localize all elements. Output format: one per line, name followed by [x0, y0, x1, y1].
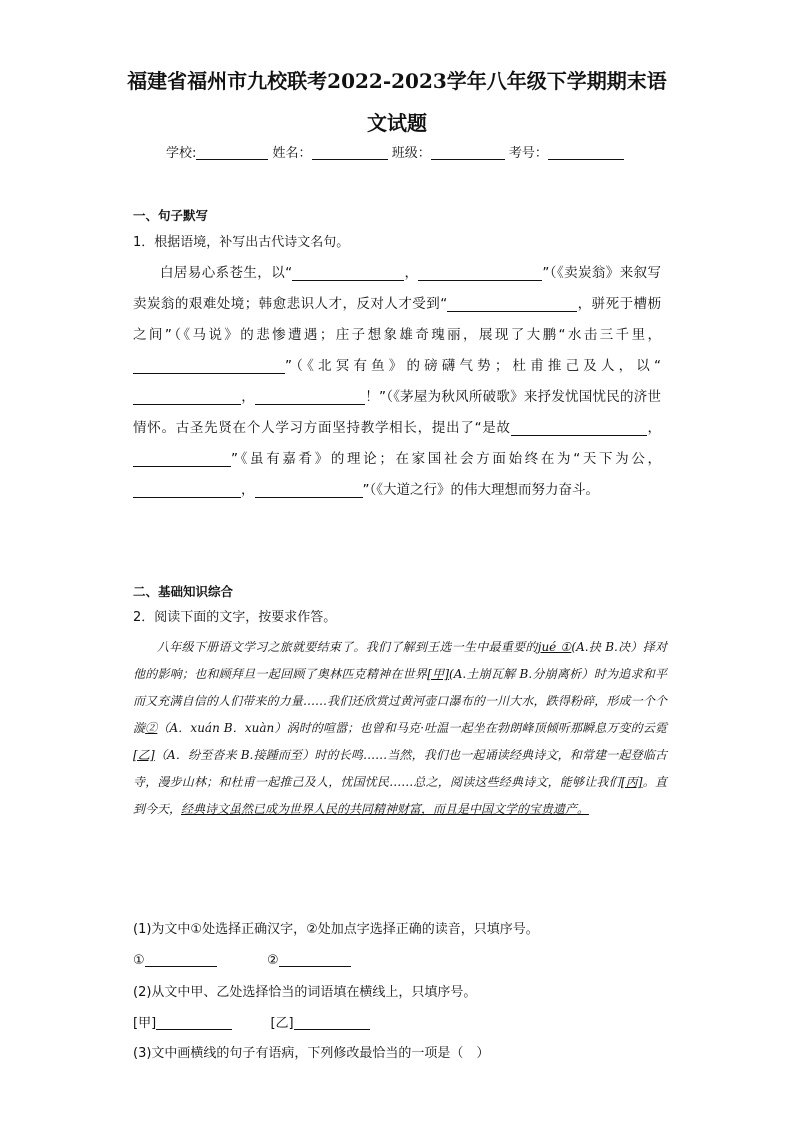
question-1-prompt: 1．根据语境，补写出古代诗文名句。 — [133, 235, 350, 250]
answer-2-label: ② — [266, 953, 279, 968]
answer-yi-label: [乙] — [270, 1016, 294, 1031]
passage-text-e: （A．纷至沓来 B.接踵而至）时的长鸣……当然，我们也一起诵读经典诗文，和常建一起登临古寺，漫步山林；和杜甫一起推己及人，忧国忧民……总之，阅读这些经典诗文，能够让我们 — [133, 748, 667, 789]
q1-blank-10[interactable] — [255, 481, 363, 498]
question-2-prompt: 2．阅读下面的文字，按要求作答。 — [133, 610, 337, 625]
passage-text-b: (A.抉 B.决）择对他的影响；也和顾拜旦一起回顾了奥林匹克精神在世界 — [133, 640, 667, 681]
answer-2-blank[interactable] — [279, 952, 351, 967]
sub-question-2-answers — [133, 1015, 370, 1033]
passage-marker-yi: [乙] — [133, 748, 155, 762]
q1-blank-7[interactable] — [511, 419, 647, 436]
q1-blank-2[interactable] — [418, 264, 542, 281]
sub-question-1: (1)为文中①处选择正确汉字，②处加点字选择正确的读音，只填序号。 — [133, 922, 539, 937]
section-heading-2: 二、基础知识综合 — [133, 584, 234, 599]
answer-1-blank[interactable] — [145, 952, 217, 967]
passage-marker-2: ② — [145, 721, 158, 735]
q1-blank-1[interactable] — [292, 264, 404, 281]
q1-text-j: ， — [241, 482, 255, 498]
passage-text-c: (A.土崩瓦解 B.分崩离析）时为追求和平而又充满自信的人们带来的力量……我们还欣赏过黄河壶口瀑布的一川大水，跌得粉碎，形成一个个漩 — [133, 667, 667, 735]
sub-question-2: (2)从文中甲、乙处选择恰当的词语填在横线上，只填序号。 — [133, 985, 477, 1000]
sub-question-3: (3)文中画横线的句子有语病，下列修改最恰当的一项是（ ） — [133, 1046, 490, 1061]
q1-text-d: ，骈死于槽枥之间”（《马说》的悲惨遭遇；庄子想象雄奇瑰丽，展现了大鹏“水击三千里， — [133, 296, 662, 343]
q1-text-i: ”《虽有嘉肴》的理论；在家国社会方面始终在为“天下为公， — [231, 451, 661, 467]
q1-blank-4[interactable] — [133, 357, 285, 374]
name-label: 姓名： — [272, 146, 312, 161]
q1-text-c: ”（《卖炭翁》来叙写卖炭翁的艰难处境；韩愈悲识人才，反对人才受到“ — [133, 265, 661, 312]
q1-blank-6[interactable] — [255, 388, 365, 405]
section-heading-1: 一、句子默写 — [133, 208, 209, 223]
passage-marker-jia: [甲] — [427, 667, 450, 681]
class-blank[interactable] — [431, 145, 505, 160]
answer-yi-blank[interactable] — [294, 1015, 370, 1030]
passage-underlined-sentence: 经典诗文虽然已成为世界人民的共同精神财富，而且是中国文学的宝贵遗产。 — [181, 802, 590, 816]
passage-text-a: 八年级下册语文学习之旅就要结束了。我们了解到王选一生中最重要的 — [157, 640, 538, 654]
page-title-line2: 文试题 — [367, 111, 427, 135]
q1-text-k: ”（《大道之行》的伟大理想而努力奋斗。 — [362, 482, 599, 498]
passage-marker-1: jué ① — [537, 640, 572, 654]
student-info-row — [166, 145, 624, 163]
question-1-paragraph — [133, 258, 661, 506]
reading-passage — [133, 634, 667, 823]
name-blank[interactable] — [312, 145, 388, 160]
q1-blank-8[interactable] — [133, 450, 231, 467]
q1-text-h: ， — [646, 420, 661, 436]
q1-text-g: ！”（《茅屋为秋风所破歌》来抒发忧国忧民的济世情怀。古圣先贤在个人学习方面坚持教学相长，提出了“是故 — [133, 389, 661, 436]
class-label: 班级： — [391, 146, 431, 161]
passage-text-f: 。直到今天， — [133, 775, 667, 816]
q1-blank-9[interactable] — [133, 481, 241, 498]
exam-number-label: 考号： — [508, 146, 548, 161]
q1-text-a: 白居易心系苍生，以“ — [160, 265, 293, 281]
sub-question-1-answers — [133, 952, 351, 970]
q1-text-b: ， — [404, 265, 419, 281]
q1-blank-3[interactable] — [447, 295, 577, 312]
answer-jia-label: [甲] — [133, 1016, 157, 1031]
page-title-line1: 福建省福州市九校联考2022-2023学年八年级下学期期末语 — [127, 69, 667, 93]
passage-marker-bing: [丙] — [620, 775, 643, 789]
passage-text-d: （A．xuán B．xuàn）涡时的喧嚣；也曾和马克·吐温一起坐在勃朗峰顶倾听那瞬息万变的云霓 — [157, 721, 667, 735]
exam-number-blank[interactable] — [548, 145, 624, 160]
q1-text-f: ， — [241, 389, 255, 405]
answer-1-label: ① — [133, 953, 145, 968]
q1-blank-5[interactable] — [133, 388, 241, 405]
school-blank[interactable] — [196, 145, 268, 160]
school-label: 学校: — [166, 146, 197, 161]
answer-jia-blank[interactable] — [156, 1015, 232, 1030]
q1-text-e: ”（《北冥有鱼》的磅礴气势；杜甫推己及人，以“ — [285, 358, 661, 374]
